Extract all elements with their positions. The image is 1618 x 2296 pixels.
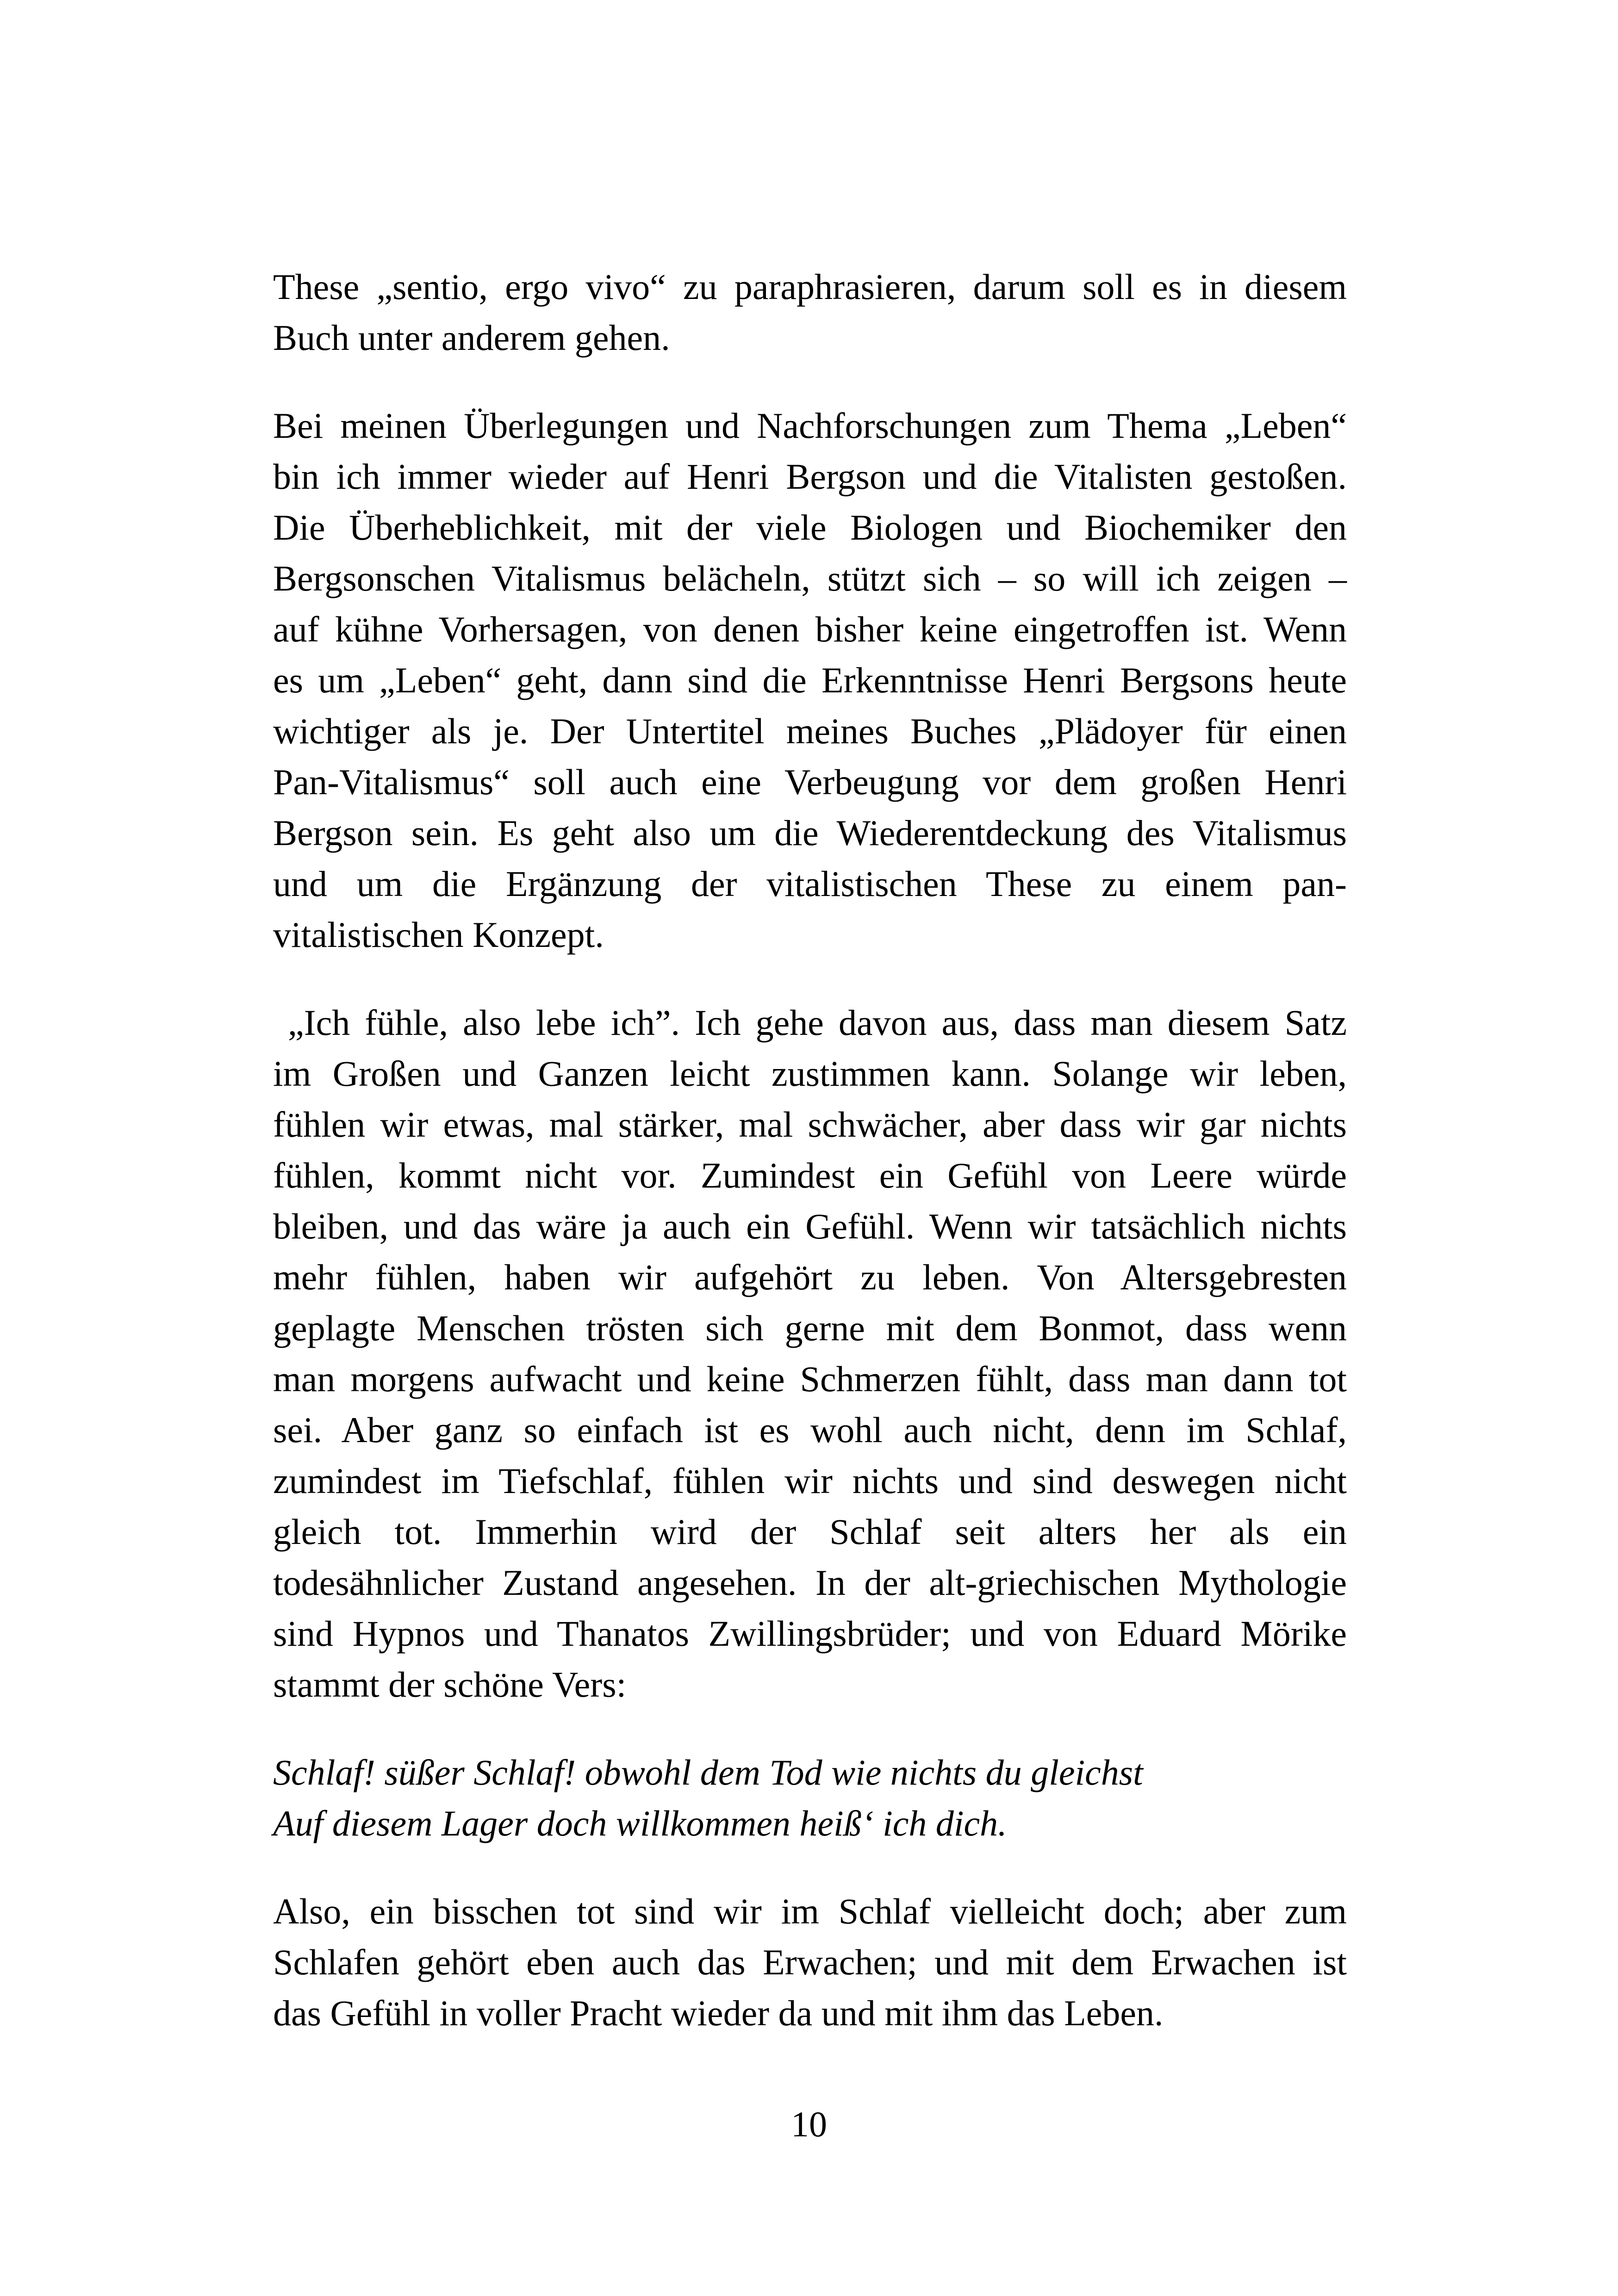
text-line: geplagte Menschen trösten sich gerne mit dem Bonmot, dass wenn: [273, 1308, 1347, 1348]
text-line: Schlafen gehört eben auch das Erwachen; und mit dem Erwachen ist: [273, 1942, 1347, 1982]
text-line: Bergsonschen Vitalismus belächeln, stützt sich – so will ich zeigen –: [273, 558, 1347, 598]
text-line: wichtiger als je. Der Untertitel meines Buches „Plädoyer für einen: [273, 711, 1347, 751]
text-line: das Gefühl in voller Pracht wieder da und mit ihm das Leben.: [273, 1993, 1164, 2033]
text-line: Buch unter anderem gehen.: [273, 317, 670, 358]
page-number: 10: [791, 2104, 827, 2144]
text-line: im Großen und Ganzen leicht zustimmen kann. Solange wir leben,: [273, 1053, 1347, 1094]
poem-quote: [273, 1747, 1347, 1849]
text-line: man morgens aufwacht und keine Schmerzen fühlt, dass man dann tot: [273, 1359, 1347, 1399]
text-line: zumindest im Tiefschlaf, fühlen wir nichts und sind deswegen nicht: [273, 1461, 1347, 1501]
text-line: Also, ein bisschen tot sind wir im Schlaf vielleicht doch; aber zum: [273, 1891, 1347, 1931]
paragraph-1: [273, 261, 1347, 363]
text-line: sind Hypnos und Thanatos Zwillingsbrüder; und von Eduard Mörike: [273, 1613, 1347, 1654]
text-line: Die Überheblichkeit, mit der viele Biologen und Biochemiker den: [273, 507, 1347, 548]
text-line: es um „Leben“ geht, dann sind die Erkenntnisse Henri Bergsons heute: [273, 660, 1347, 700]
text-line: „Ich fühle, also lebe ich”. Ich gehe davon aus, dass man diesem Satz: [273, 1002, 1347, 1043]
body-text: [273, 261, 1347, 2039]
text-line: stammt der schöne Vers:: [273, 1664, 627, 1705]
quote-line: Schlaf! süßer Schlaf! obwohl dem Tod wie nichts du gleichst: [273, 1752, 1143, 1792]
quote-line: Auf diesem Lager doch willkommen heiß‘ ich dich.: [273, 1803, 1007, 1843]
text-line: Bergson sein. Es geht also um die Wiederentdeckung des Vitalismus: [273, 813, 1347, 853]
text-line: mehr fühlen, haben wir aufgehört zu leben. Von Altersgebresten: [273, 1257, 1347, 1297]
text-line: sei. Aber ganz so einfach ist es wohl auch nicht, denn im Schlaf,: [273, 1410, 1347, 1450]
text-line: vitalistischen Konzept.: [273, 915, 604, 955]
text-line: These „sentio, ergo vivo“ zu paraphrasieren, darum soll es in diesem: [273, 267, 1347, 307]
paragraph-2: [273, 400, 1347, 960]
text-line: fühlen wir etwas, mal stärker, mal schwächer, aber dass wir gar nichts: [273, 1104, 1347, 1145]
text-line: gleich tot. Immerhin wird der Schlaf seit alters her als ein: [273, 1512, 1347, 1552]
text-line: auf kühne Vorhersagen, von denen bisher keine eingetroffen ist. Wenn: [273, 609, 1347, 649]
text-line: bleiben, und das wäre ja auch ein Gefühl. Wenn wir tatsächlich nichts: [273, 1206, 1347, 1246]
text-line: Pan-Vitalismus“ soll auch eine Verbeugung vor dem großen Henri: [273, 762, 1347, 802]
text-line: bin ich immer wieder auf Henri Bergson und die Vitalisten gestoßen.: [273, 456, 1347, 497]
text-line: Bei meinen Überlegungen und Nachforschungen zum Thema „Leben“: [273, 405, 1347, 446]
text-line: todesähnlicher Zustand angesehen. In der alt-griechischen Mythologie: [273, 1562, 1347, 1603]
text-line: fühlen, kommt nicht vor. Zumindest ein Gefühl von Leere würde: [273, 1155, 1347, 1195]
paragraph-4: [273, 1886, 1347, 2039]
paragraph-3: [273, 997, 1347, 1710]
text-line: und um die Ergänzung der vitalistischen These zu einem pan-: [273, 864, 1347, 904]
